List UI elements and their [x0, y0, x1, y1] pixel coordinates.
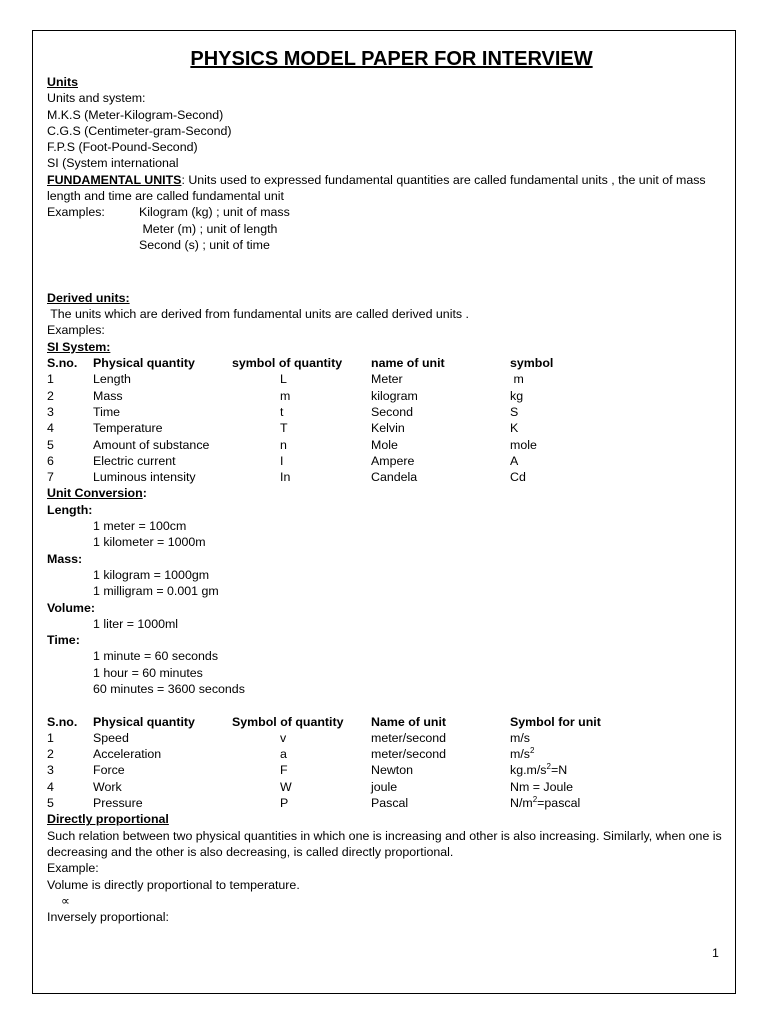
table-cell: a	[280, 747, 287, 762]
conversion-item: 1 hour = 60 minutes	[93, 665, 203, 680]
table-header-cell: symbol of quantity	[232, 356, 343, 371]
table-cell: Luminous intensity	[93, 470, 196, 485]
table-cell: In	[280, 470, 291, 485]
table-cell: Speed	[93, 730, 129, 745]
table-cell: Kelvin	[371, 421, 405, 436]
table-cell: mole	[510, 437, 537, 452]
table-cell: Time	[93, 404, 121, 419]
document-content	[47, 44, 727, 925]
conversion-item: 1 minute = 60 seconds	[93, 649, 219, 664]
table-cell: Pascal	[371, 796, 409, 811]
table-cell: 5	[47, 437, 54, 452]
table-cell: kilogram	[371, 388, 418, 403]
table-cell: I	[280, 453, 284, 468]
table-cell: A	[510, 453, 519, 468]
table-cell: joule	[371, 779, 398, 794]
derived-units-heading: Derived units:	[47, 290, 130, 305]
table-cell: 6	[47, 453, 54, 468]
direct-example-text: Volume is directly proportional to temperature.	[47, 877, 300, 892]
table-cell: L	[280, 372, 287, 387]
table-cell: Ampere	[371, 453, 415, 468]
table-cell: 1	[47, 730, 54, 745]
directly-proportional-heading: Directly proportional	[47, 812, 169, 827]
table-header-cell: name of unit	[371, 356, 445, 371]
unit-conversion-heading: Unit Conversion	[47, 486, 143, 501]
table-cell: F	[280, 763, 288, 778]
unit-symbol-text: kg.m/s	[510, 763, 547, 778]
table-cell: t	[280, 404, 284, 419]
conversion-item: 60 minutes = 3600 seconds	[93, 681, 245, 696]
table-cell: Electric current	[93, 453, 176, 468]
table-header-cell: symbol	[510, 356, 554, 371]
conversion-group-label: Mass:	[47, 551, 83, 566]
table-cell: Mass	[93, 388, 123, 403]
table-cell: Length	[93, 372, 131, 387]
table-cell: meter/second	[371, 730, 447, 745]
units-line: M.K.S (Meter-Kilogram-Second)	[47, 107, 224, 122]
table-cell: kg	[510, 388, 524, 403]
unit-symbol-cell	[510, 762, 630, 778]
directly-proportional-text: Such relation between two physical quantities in which one is increasing and other is also increasing. Similarly, when one is decreasing and the other is also decreasing, is called directly proportional.	[47, 828, 722, 859]
table-cell: T	[280, 421, 288, 436]
table-cell: Mole	[371, 437, 398, 452]
fundamental-example-row	[47, 204, 727, 220]
table-cell: m	[280, 388, 291, 403]
table-cell: Candela	[371, 470, 418, 485]
table-cell: 4	[47, 421, 54, 436]
table-cell: Cd	[510, 470, 526, 485]
table-header-cell: S.no.	[47, 356, 78, 371]
table-cell: m	[510, 372, 524, 387]
derived-quantities-table	[47, 714, 727, 812]
table-cell: Force	[93, 763, 125, 778]
conversion-group-label: Time:	[47, 633, 80, 648]
table-cell: Acceleration	[93, 747, 162, 762]
conversion-group-label: Volume:	[47, 600, 95, 615]
fundamental-example-row	[47, 221, 727, 237]
table-cell: 3	[47, 763, 54, 778]
conversion-group-label: Length:	[47, 502, 93, 517]
table-cell: Newton	[371, 763, 414, 778]
example-item: Second (s) ; unit of time	[139, 237, 270, 252]
derived-examples-label: Examples:	[47, 323, 105, 338]
fundamental-example-row	[47, 237, 727, 253]
table-cell: 7	[47, 470, 54, 485]
conversion-item: 1 meter = 100cm	[93, 519, 187, 534]
unit-conversion-heading-suffix: :	[142, 486, 147, 501]
unit-symbol-text: m/s	[510, 747, 530, 762]
fundamental-units-paragraph	[47, 172, 727, 205]
table-cell: v	[280, 730, 287, 745]
table-cell: Second	[371, 404, 414, 419]
table-cell: Work	[93, 779, 122, 794]
table-cell: 4	[47, 779, 54, 794]
units-heading: Units	[47, 75, 78, 89]
table-cell: Temperature	[93, 421, 163, 436]
table-cell: S	[510, 404, 519, 419]
table-cell: Amount of substance	[93, 437, 210, 452]
unit-exponent: 2	[532, 795, 538, 805]
page-number: 1	[712, 946, 719, 960]
unit-conversion-heading-row	[47, 485, 727, 501]
inversely-proportional-label: Inversely proportional:	[47, 910, 169, 925]
direct-example-label: Example:	[47, 861, 99, 876]
unit-symbol-cell	[510, 730, 630, 746]
examples-label: Examples:	[47, 205, 105, 220]
table-cell: P	[280, 796, 289, 811]
unit-symbol-text: Nm = Joule	[510, 779, 574, 794]
page-title: PHYSICS MODEL PAPER FOR INTERVIEW	[190, 48, 593, 70]
table-cell: W	[280, 779, 292, 794]
conversion-item: 1 kilogram = 1000gm	[93, 567, 210, 582]
table-header-cell: Symbol of quantity	[232, 714, 344, 729]
table-cell: meter/second	[371, 747, 447, 762]
units-line: C.G.S (Centimeter-gram-Second)	[47, 123, 232, 138]
unit-symbol-tail: =pascal	[537, 796, 581, 811]
unit-exponent: 2	[529, 746, 535, 756]
table-cell: n	[280, 437, 287, 452]
unit-symbol-text: N/m	[510, 796, 533, 811]
si-system-heading: SI System:	[47, 339, 111, 354]
table-cell: 2	[47, 747, 54, 762]
unit-symbol-tail: =N	[550, 763, 568, 778]
example-item: Kilogram (kg) ; unit of mass	[139, 205, 290, 220]
fundamental-units-text: : Units used to expressed fundamental quantities are called fundamental units , the unit of mass length and time are called fundamental unit	[47, 172, 706, 204]
conversion-item: 1 kilometer = 1000m	[93, 535, 206, 550]
table-cell: Meter	[371, 372, 403, 387]
table-header-cell: Physical quantity	[93, 356, 195, 371]
units-list	[47, 90, 727, 171]
table-header-cell: Name of unit	[371, 714, 447, 729]
table-cell: K	[510, 421, 519, 436]
unit-symbol-text: m/s	[510, 730, 530, 745]
derived-units-text: The units which are derived from fundamental units are called derived units .	[47, 307, 469, 322]
si-system-table	[47, 355, 727, 485]
unit-symbol-cell	[510, 779, 630, 795]
fundamental-units-label: FUNDAMENTAL UNITS	[47, 172, 182, 187]
unit-symbol-cell	[510, 746, 630, 762]
table-header-cell: S.no.	[47, 714, 78, 729]
units-line: F.P.S (Foot-Pound-Second)	[47, 140, 198, 155]
table-cell: 5	[47, 796, 54, 811]
units-line: SI (System international	[47, 156, 179, 171]
unit-symbol-cell	[510, 795, 630, 811]
table-header-cell: Physical quantity	[93, 714, 195, 729]
proportional-symbol: ∝	[61, 893, 70, 908]
table-cell: 3	[47, 404, 54, 419]
unit-conversion-list	[47, 502, 727, 698]
unit-exponent: 2	[546, 762, 551, 772]
table-cell: 2	[47, 388, 54, 403]
conversion-item: 1 liter = 1000ml	[93, 616, 179, 631]
table-cell: 1	[47, 372, 54, 387]
table-header-cell: Symbol for unit	[510, 714, 601, 729]
example-item: Meter (m) ; unit of length	[139, 221, 278, 236]
table-cell: Pressure	[93, 796, 143, 811]
units-line: Units and system:	[47, 91, 146, 106]
conversion-item: 1 milligram = 0.001 gm	[93, 584, 219, 599]
